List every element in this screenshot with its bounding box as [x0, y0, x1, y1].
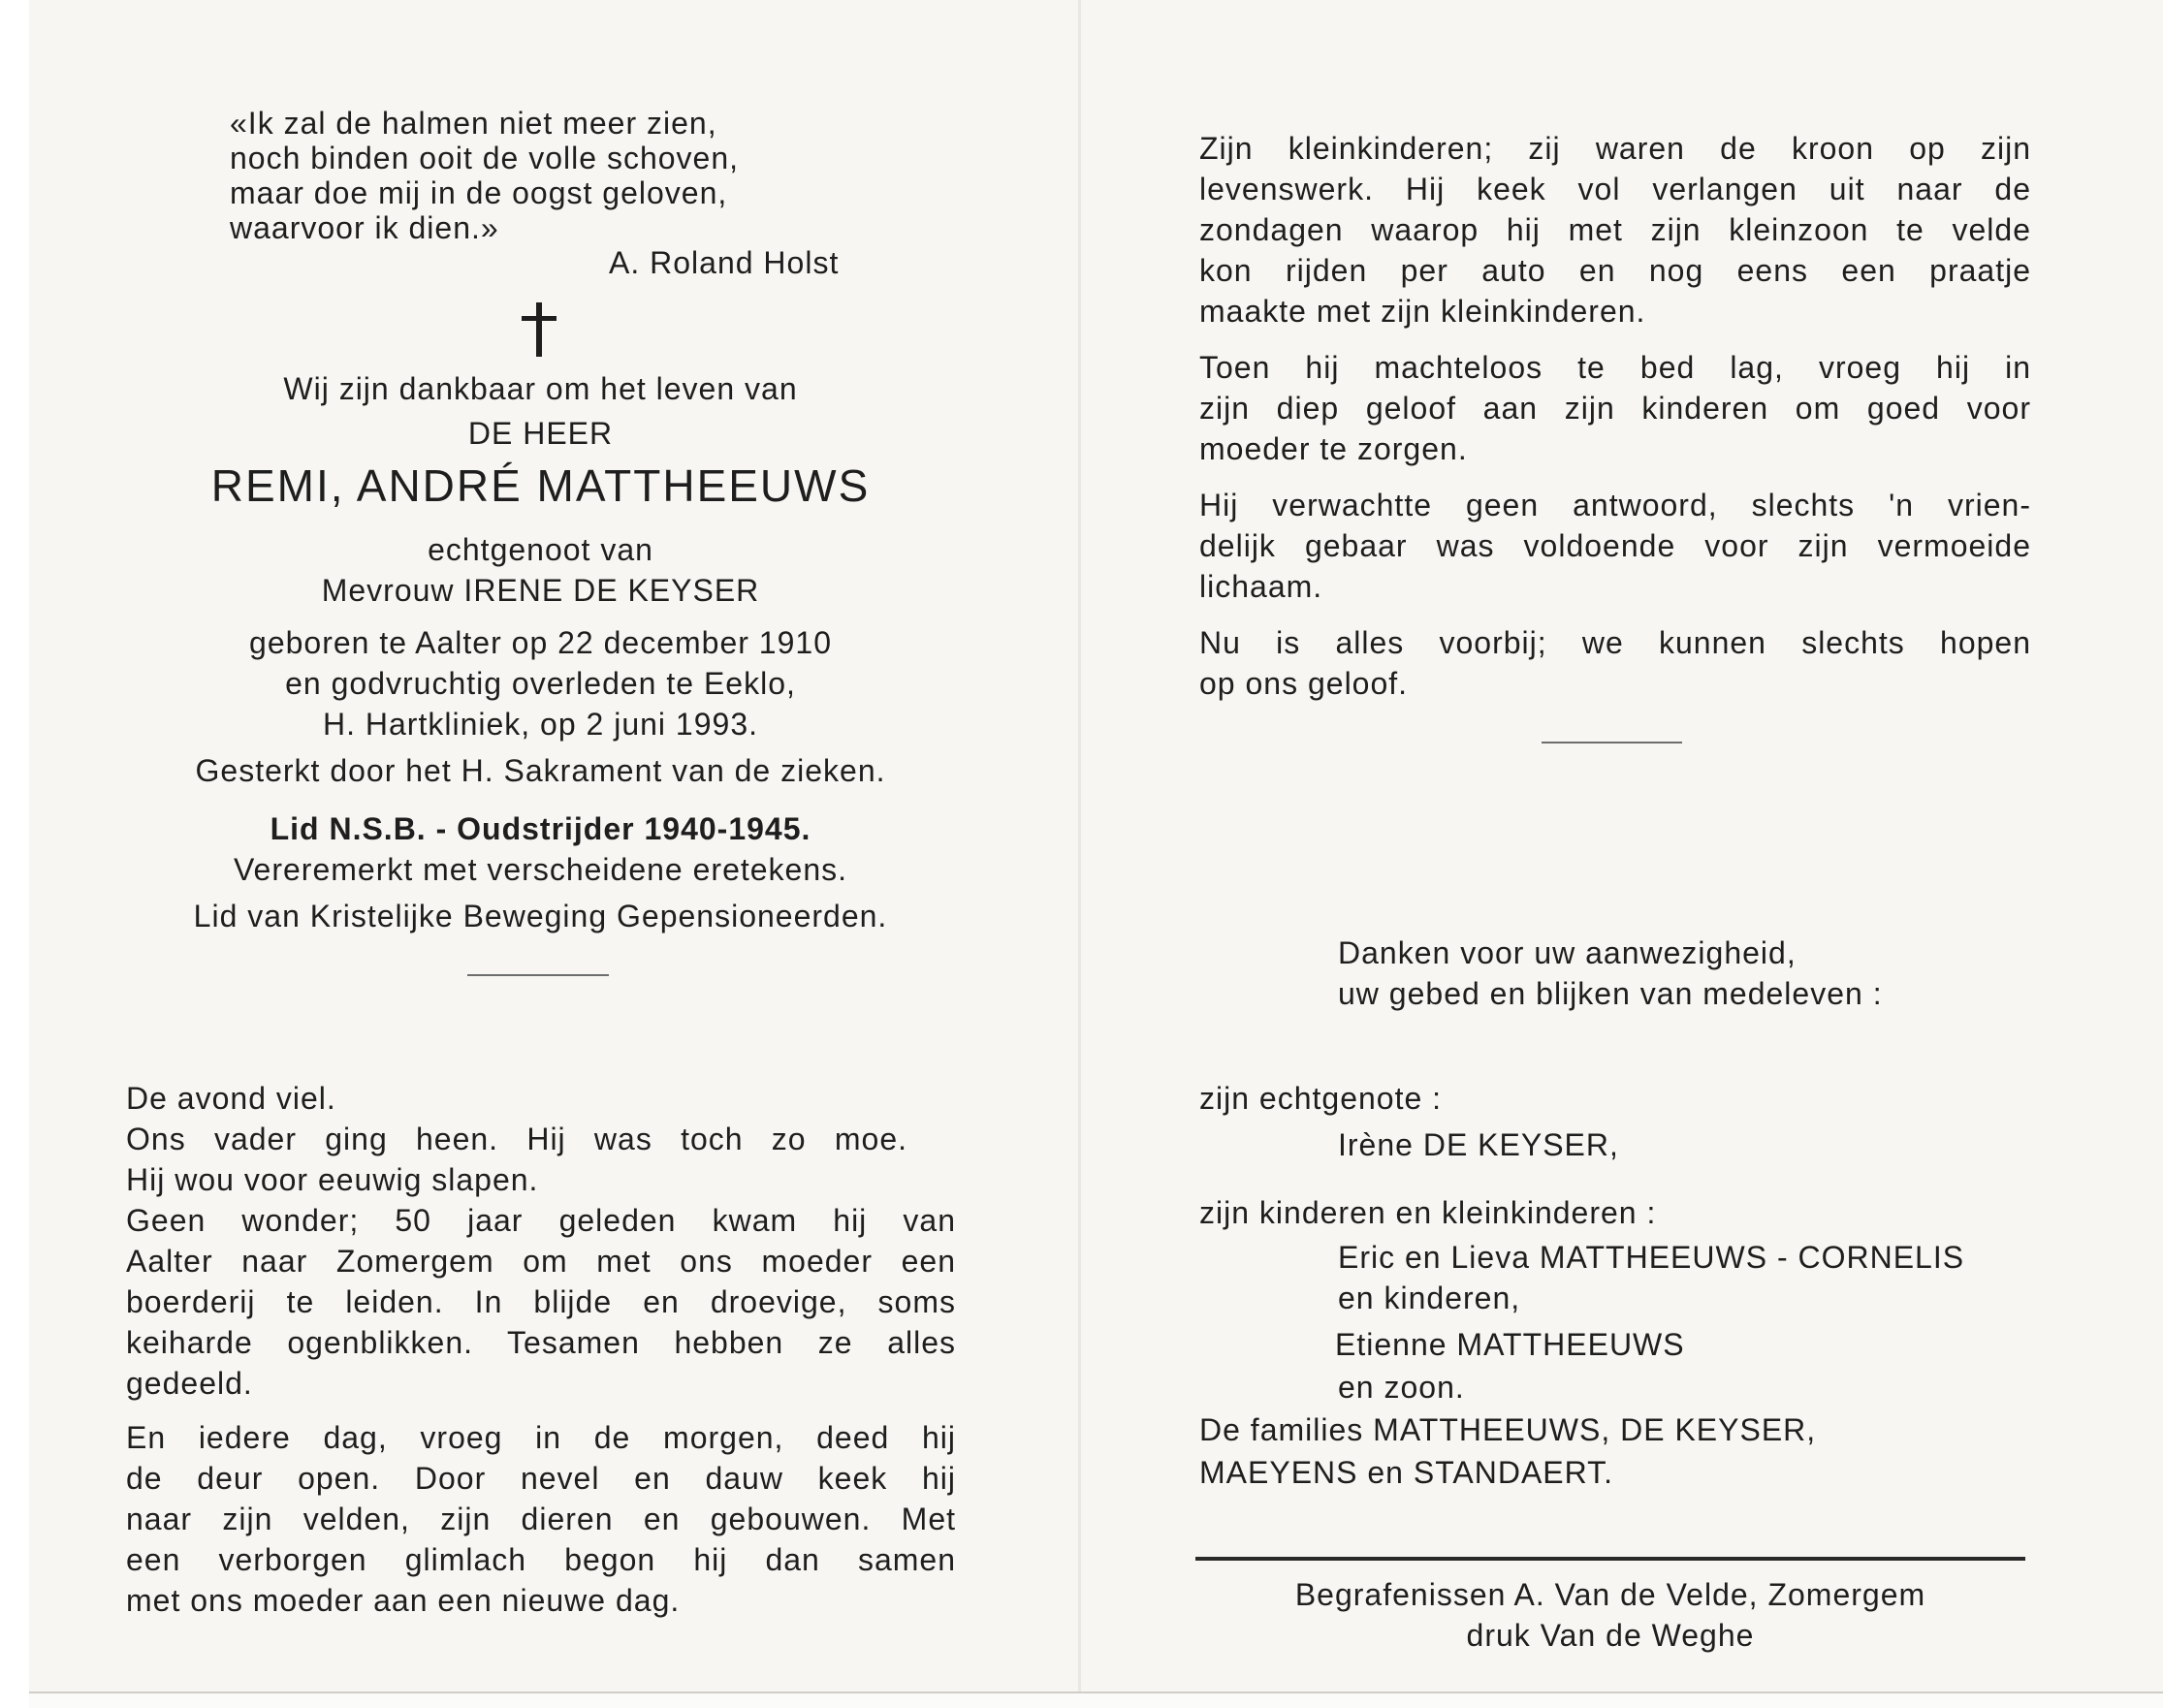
- text1-line-6: boerderij te leiden. In blijde en droevige, soms: [126, 1284, 956, 1319]
- text1-line-4: Geen wonder; 50 jaar geleden kwam hij van: [126, 1203, 956, 1238]
- footer-rule: [1195, 1557, 2025, 1561]
- para1-line-3: zondagen waarop hij met zijn kleinzoon te velde: [1199, 212, 2031, 247]
- intro-line: Wij zijn dankbaar om het leven van: [283, 371, 798, 406]
- spouse-intro: echtgenoot van: [428, 532, 653, 567]
- para3-line-2: delijk gebaar was voldoende voor zijn vermoeide: [1199, 528, 2031, 563]
- para2-line-3: moeder te zorgen.: [1199, 431, 1468, 466]
- text2-line-4: een verborgen glimlach begon hij dan samen: [126, 1542, 956, 1577]
- families-line-1: De families MATTHEEUWS, DE KEYSER,: [1199, 1412, 1817, 1447]
- poem-author: A. Roland Holst: [609, 245, 840, 280]
- para1-line-5: maakte met zijn kleinkinderen.: [1199, 294, 1646, 329]
- child2-line-2: en zoon.: [1338, 1370, 1465, 1405]
- died-line-2: H. Hartkliniek, op 2 juni 1993.: [323, 707, 758, 742]
- footer-line-1: Begrafenissen A. Van de Velde, Zomergem: [1294, 1577, 1926, 1612]
- cross-icon: [522, 302, 557, 357]
- sacrament-line: Gesterkt door het H. Sakrament van de zieken.: [195, 753, 886, 788]
- member-line-3: Lid van Kristelijke Beweging Gepensioneerden.: [193, 899, 888, 933]
- para4-line-1: Nu is alles voorbij; we kunnen slechts hopen: [1199, 625, 2031, 660]
- footer-line-2: druk Van de Weghe: [1466, 1618, 1755, 1653]
- member-line-1: Lid N.S.B. - Oudstrijder 1940-1945.: [270, 811, 811, 846]
- poem-line-4: waarvoor ik dien.»: [230, 210, 499, 245]
- deceased-name: REMI, ANDRÉ MATTHEEUWS: [210, 460, 871, 511]
- spouse-line: Mevrouw IRENE DE KEYSER: [321, 573, 760, 608]
- para4-line-2: op ons geloof.: [1199, 666, 1409, 701]
- spouse-label: zijn echtgenote :: [1199, 1081, 1443, 1116]
- child1-line-1: Eric en Lieva MATTHEEUWS - CORNELIS: [1338, 1240, 1965, 1275]
- spouse-name: Irène DE KEYSER,: [1338, 1127, 1619, 1162]
- child1-line-2: en kinderen,: [1338, 1281, 1521, 1315]
- poem-line-1: «Ik zal de halmen niet meer zien,: [230, 106, 717, 141]
- thanks-line-1: Danken voor uw aanwezigheid,: [1338, 935, 1797, 970]
- para3-line-3: lichaam.: [1199, 569, 1323, 604]
- text1-line-5: Aalter naar Zomergem om met ons moeder een: [126, 1244, 956, 1279]
- poem-line-3: maar doe mij in de oogst geloven,: [230, 175, 728, 210]
- thanks-line-2: uw gebed en blijken van medeleven :: [1338, 976, 1883, 1011]
- divider-left: [467, 974, 609, 976]
- children-label: zijn kinderen en kleinkinderen :: [1199, 1195, 1657, 1230]
- text1-line-7: keiharde ogenblikken. Tesamen hebben ze alles: [126, 1325, 956, 1360]
- text2-line-2: de deur open. Door nevel en dauw keek hij: [126, 1461, 956, 1496]
- para1-line-4: kon rijden per auto en nog eens een praatje: [1199, 253, 2031, 288]
- born-line: geboren te Aalter op 22 december 1910: [249, 625, 832, 660]
- para1-line-2: levenswerk. Hij keek vol verlangen uit naar de: [1199, 172, 2031, 206]
- para2-line-2: zijn diep geloof aan zijn kinderen om goed voor: [1199, 391, 2031, 426]
- text1-line-1: De avond viel.: [126, 1081, 336, 1116]
- card-fold: [1078, 0, 1081, 1692]
- poem-line-2: noch binden ooit de volle schoven,: [230, 141, 740, 175]
- families-line-2: MAEYENS en STANDAERT.: [1199, 1455, 1614, 1490]
- text2-line-1: En iedere dag, vroeg in de morgen, deed hij: [126, 1420, 956, 1455]
- text2-line-3: naar zijn velden, zijn dieren en gebouwen. Met: [126, 1502, 956, 1536]
- text1-line-8: gedeeld.: [126, 1366, 253, 1401]
- text2-line-5: met ons moeder aan een nieuwe dag.: [126, 1583, 681, 1618]
- text1-line-2: Ons vader ging heen. Hij was toch zo moe.: [126, 1122, 907, 1156]
- child2-line-1: Etienne MATTHEEUWS: [1335, 1327, 1685, 1362]
- divider-right: [1542, 742, 1682, 743]
- para2-line-1: Toen hij machteloos te bed lag, vroeg hij in: [1199, 350, 2031, 385]
- title-line: DE HEER: [467, 416, 614, 451]
- member-line-2: Vereremerkt met verscheidene eretekens.: [233, 852, 848, 887]
- died-line-1: en godvruchtig overleden te Eeklo,: [285, 666, 796, 701]
- card-shadow: [29, 1692, 2163, 1708]
- para3-line-1: Hij verwachtte geen antwoord, slechts 'n vrien-: [1199, 488, 2031, 522]
- text1-line-3: Hij wou voor eeuwig slapen.: [126, 1162, 539, 1197]
- para1-line-1: Zijn kleinkinderen; zij waren de kroon op zijn: [1199, 131, 2031, 166]
